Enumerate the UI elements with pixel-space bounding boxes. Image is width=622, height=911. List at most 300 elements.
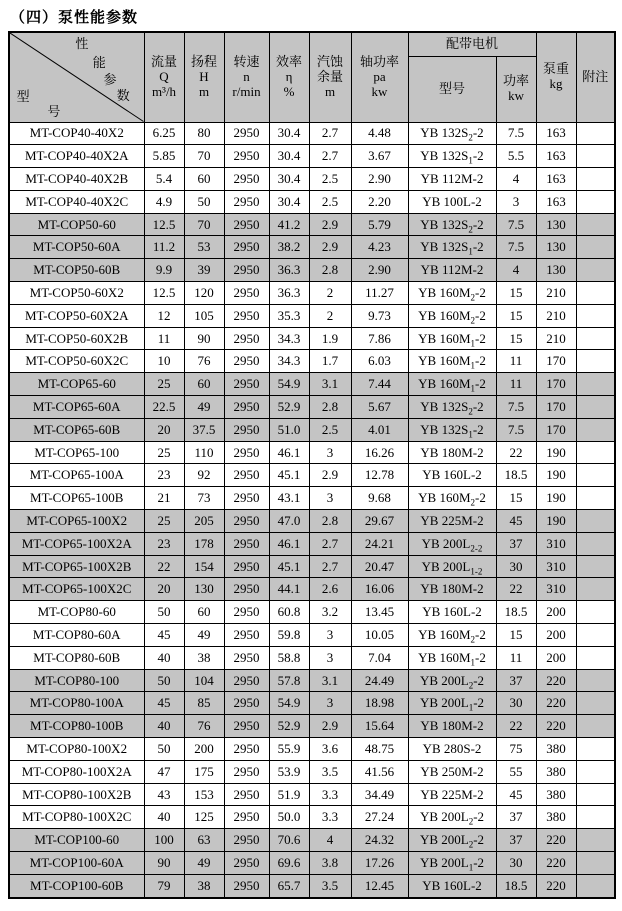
cell-note [576, 874, 615, 897]
table-row [9, 122, 615, 145]
cell-shaft-power: 2.90 [351, 259, 408, 282]
motor-model-text: -2 [472, 421, 484, 437]
table-row [9, 418, 615, 441]
cell-flow: 45 [144, 692, 184, 715]
cell-shaft-power: 5.79 [351, 213, 408, 236]
cell-note [576, 646, 615, 669]
cell-note [576, 487, 615, 510]
motor-model-text: YB 180M-2 [420, 718, 484, 734]
cell-flow: 23 [144, 464, 184, 487]
cell-head: 70 [184, 213, 224, 236]
cell-motor-power: 22 [496, 715, 536, 738]
cell-flow: 5.4 [144, 168, 184, 191]
cell-speed: 2950 [224, 829, 269, 852]
header-shaft-power: 轴功率 pa kw [351, 32, 408, 122]
cell-npsh: 2 [309, 282, 351, 305]
cell-speed: 2950 [224, 122, 269, 145]
table-row [9, 715, 615, 738]
cell-flow: 11.2 [144, 236, 184, 259]
cell-note [576, 783, 615, 806]
cell-motor-model [408, 190, 496, 213]
cell-efficiency: 52.9 [269, 715, 309, 738]
header-motor-group: 配带电机 [408, 32, 536, 56]
motor-model-text: YB 250M-2 [420, 763, 484, 779]
cell-motor-power: 7.5 [496, 236, 536, 259]
cell-model: MT-COP80-100 [9, 669, 144, 692]
cell-motor-model [408, 487, 496, 510]
cell-motor-power: 7.5 [496, 396, 536, 419]
cell-efficiency: 35.3 [269, 304, 309, 327]
cell-efficiency: 57.8 [269, 669, 309, 692]
motor-model-subscript: 1-2 [470, 566, 483, 577]
cell-speed: 2950 [224, 783, 269, 806]
cell-flow: 40 [144, 715, 184, 738]
cell-pump-weight: 310 [536, 532, 576, 555]
cell-pump-weight: 200 [536, 624, 576, 647]
cell-pump-weight: 380 [536, 806, 576, 829]
table-row [9, 852, 615, 875]
cell-npsh: 3 [309, 624, 351, 647]
cell-pump-weight: 210 [536, 282, 576, 305]
cell-pump-weight: 190 [536, 510, 576, 533]
cell-model: MT-COP80-100X2A [9, 760, 144, 783]
cell-npsh: 2.5 [309, 190, 351, 213]
cell-head: 104 [184, 669, 224, 692]
cell-model: MT-COP40-40X2 [9, 122, 144, 145]
motor-model-subscript: 2 [470, 315, 476, 326]
cell-model: MT-COP40-40X2B [9, 168, 144, 191]
cell-note [576, 829, 615, 852]
cell-motor-model [408, 624, 496, 647]
cell-speed: 2950 [224, 441, 269, 464]
table-row [9, 213, 615, 236]
motor-model-subscript: 2 [468, 132, 473, 143]
cell-motor-power: 18.5 [496, 874, 536, 897]
motor-model-subscript: 1 [468, 246, 473, 257]
cell-motor-model [408, 829, 496, 852]
cell-motor-power: 37 [496, 532, 536, 555]
cell-speed: 2950 [224, 464, 269, 487]
cell-speed: 2950 [224, 715, 269, 738]
motor-model-text: YB 280S-2 [422, 740, 482, 756]
cell-shaft-power: 7.04 [351, 646, 408, 669]
cell-efficiency: 69.6 [269, 852, 309, 875]
cell-speed: 2950 [224, 578, 269, 601]
cell-flow: 50 [144, 738, 184, 761]
cell-speed: 2950 [224, 760, 269, 783]
cell-efficiency: 43.1 [269, 487, 309, 510]
cell-speed: 2950 [224, 259, 269, 282]
cell-motor-power: 4 [496, 168, 536, 191]
motor-model-text: -2 [475, 284, 486, 300]
cell-motor-model [408, 396, 496, 419]
cell-motor-model [408, 464, 496, 487]
cell-speed: 2950 [224, 806, 269, 829]
cell-shaft-power: 48.75 [351, 738, 408, 761]
cell-motor-model [408, 806, 496, 829]
cell-npsh: 2.8 [309, 510, 351, 533]
cell-pump-weight: 190 [536, 487, 576, 510]
cell-motor-model [408, 418, 496, 441]
table-row [9, 464, 615, 487]
motor-model-text: -2 [475, 307, 486, 323]
cell-motor-model [408, 350, 496, 373]
cell-motor-power: 22 [496, 441, 536, 464]
cell-flow: 10 [144, 350, 184, 373]
cell-flow: 4.9 [144, 190, 184, 213]
cell-efficiency: 54.9 [269, 692, 309, 715]
header-notes: 附注 [576, 32, 615, 122]
cell-motor-power: 45 [496, 783, 536, 806]
cell-motor-model [408, 510, 496, 533]
cell-speed: 2950 [224, 646, 269, 669]
cell-motor-power: 18.5 [496, 464, 536, 487]
cell-head: 60 [184, 373, 224, 396]
cell-motor-model [408, 304, 496, 327]
cell-motor-model [408, 669, 496, 692]
cell-efficiency: 45.1 [269, 464, 309, 487]
cell-pump-weight: 170 [536, 350, 576, 373]
cell-head: 130 [184, 578, 224, 601]
cell-head: 73 [184, 487, 224, 510]
cell-flow: 90 [144, 852, 184, 875]
cell-speed: 2950 [224, 874, 269, 897]
cell-pump-weight: 170 [536, 396, 576, 419]
motor-model-text: YB 112M-2 [420, 262, 484, 278]
table-row [9, 259, 615, 282]
cell-speed: 2950 [224, 282, 269, 305]
cell-speed: 2950 [224, 487, 269, 510]
cell-motor-power: 75 [496, 738, 536, 761]
cell-motor-model [408, 259, 496, 282]
cell-efficiency: 51.0 [269, 418, 309, 441]
cell-npsh: 2.5 [309, 168, 351, 191]
cell-note [576, 259, 615, 282]
cell-head: 50 [184, 190, 224, 213]
cell-efficiency: 46.1 [269, 441, 309, 464]
cell-pump-weight: 130 [536, 259, 576, 282]
cell-note [576, 168, 615, 191]
cell-head: 37.5 [184, 418, 224, 441]
cell-flow: 50 [144, 601, 184, 624]
header-motor-power: 功率 kw [496, 56, 536, 122]
cell-model: MT-COP65-100X2 [9, 510, 144, 533]
cell-note [576, 624, 615, 647]
table-row [9, 168, 615, 191]
cell-motor-power: 7.5 [496, 418, 536, 441]
table-row [9, 532, 615, 555]
cell-flow: 20 [144, 578, 184, 601]
motor-model-text: -2 [473, 672, 485, 688]
cell-note [576, 715, 615, 738]
cell-motor-power: 30 [496, 852, 536, 875]
cell-shaft-power: 24.21 [351, 532, 408, 555]
motor-model-text: YB 132S [420, 216, 469, 232]
cell-efficiency: 55.9 [269, 738, 309, 761]
table-row [9, 304, 615, 327]
cell-pump-weight: 310 [536, 555, 576, 578]
table-row [9, 874, 615, 897]
cell-motor-power: 11 [496, 646, 536, 669]
motor-model-text: -2 [475, 626, 486, 642]
cell-flow: 45 [144, 624, 184, 647]
cell-shaft-power: 4.48 [351, 122, 408, 145]
cell-efficiency: 30.4 [269, 168, 309, 191]
cell-shaft-power: 4.23 [351, 236, 408, 259]
cell-pump-weight: 380 [536, 760, 576, 783]
cell-note [576, 601, 615, 624]
motor-model-text: YB 132S [420, 421, 469, 437]
cell-npsh: 3.3 [309, 806, 351, 829]
cell-model: MT-COP80-100X2 [9, 738, 144, 761]
cell-motor-power: 4 [496, 259, 536, 282]
table-row [9, 510, 615, 533]
cell-shaft-power: 7.86 [351, 327, 408, 350]
motor-model-text: YB 200L [419, 854, 469, 870]
cell-model: MT-COP65-100 [9, 441, 144, 464]
cell-motor-power: 15 [496, 304, 536, 327]
motor-model-text: YB 160M [418, 626, 471, 642]
cell-speed: 2950 [224, 738, 269, 761]
motor-model-subscript: 1 [468, 702, 474, 713]
cell-npsh: 2.7 [309, 145, 351, 168]
motor-model-text: -2 [475, 649, 486, 665]
cell-shaft-power: 3.67 [351, 145, 408, 168]
cell-npsh: 3.1 [309, 373, 351, 396]
cell-pump-weight: 210 [536, 327, 576, 350]
cell-motor-model [408, 145, 496, 168]
motor-model-text: -2 [472, 239, 484, 255]
page-title: （四）泵性能参数 [10, 10, 139, 26]
cell-pump-weight: 163 [536, 122, 576, 145]
cell-shaft-power: 5.67 [351, 396, 408, 419]
header-performance-char: 参 [103, 71, 117, 87]
cell-npsh: 2 [309, 304, 351, 327]
header-head: 扬程 H m [184, 32, 224, 122]
cell-note [576, 806, 615, 829]
motor-model-subscript: 2 [468, 224, 473, 235]
cell-model: MT-COP65-100B [9, 487, 144, 510]
cell-head: 38 [184, 874, 224, 897]
cell-npsh: 2.7 [309, 122, 351, 145]
table-row [9, 282, 615, 305]
cell-flow: 25 [144, 510, 184, 533]
cell-motor-model [408, 738, 496, 761]
header-performance-char: 数 [116, 87, 130, 103]
motor-model-text: -2 [472, 148, 484, 164]
motor-model-subscript: 2 [468, 406, 473, 417]
cell-head: 76 [184, 715, 224, 738]
table-header [9, 32, 615, 122]
cell-note [576, 738, 615, 761]
motor-model-subscript: 2 [468, 680, 474, 691]
motor-model-text: YB 180M-2 [420, 581, 484, 597]
cell-flow: 25 [144, 373, 184, 396]
cell-motor-model [408, 692, 496, 715]
cell-speed: 2950 [224, 601, 269, 624]
motor-model-text: YB 160L-2 [422, 604, 482, 620]
cell-flow: 12.5 [144, 213, 184, 236]
motor-model-text: -2 [473, 809, 485, 825]
cell-efficiency: 45.1 [269, 555, 309, 578]
cell-model: MT-COP100-60B [9, 874, 144, 897]
cell-model: MT-COP65-60A [9, 396, 144, 419]
motor-model-text: YB 112M-2 [420, 170, 484, 186]
cell-motor-power: 3 [496, 190, 536, 213]
cell-npsh: 4 [309, 829, 351, 852]
cell-model: MT-COP100-60A [9, 852, 144, 875]
table-row [9, 738, 615, 761]
cell-pump-weight: 220 [536, 669, 576, 692]
cell-note [576, 350, 615, 373]
cell-shaft-power: 13.45 [351, 601, 408, 624]
cell-note [576, 190, 615, 213]
motor-model-subscript: 1 [470, 338, 476, 349]
table-row [9, 327, 615, 350]
cell-head: 153 [184, 783, 224, 806]
motor-model-text: YB 160M [418, 330, 471, 346]
cell-head: 92 [184, 464, 224, 487]
motor-model-subscript: 2 [470, 292, 476, 303]
cell-model: MT-COP40-40X2A [9, 145, 144, 168]
motor-model-text: YB 160M [418, 284, 471, 300]
cell-motor-model [408, 327, 496, 350]
cell-model: MT-COP65-100X2C [9, 578, 144, 601]
cell-efficiency: 54.9 [269, 373, 309, 396]
cell-speed: 2950 [224, 852, 269, 875]
cell-npsh: 1.9 [309, 327, 351, 350]
cell-npsh: 3.3 [309, 783, 351, 806]
motor-model-text: YB 200L [419, 809, 469, 825]
cell-note [576, 373, 615, 396]
cell-pump-weight: 220 [536, 692, 576, 715]
cell-npsh: 3.5 [309, 874, 351, 897]
cell-flow: 100 [144, 829, 184, 852]
cell-speed: 2950 [224, 669, 269, 692]
motor-model-text: YB 132S [420, 148, 469, 164]
motor-model-subscript: 2 [470, 634, 476, 645]
cell-flow: 12 [144, 304, 184, 327]
cell-flow: 22 [144, 555, 184, 578]
cell-flow: 40 [144, 806, 184, 829]
cell-pump-weight: 130 [536, 236, 576, 259]
cell-shaft-power: 20.47 [351, 555, 408, 578]
motor-model-subscript: 2 [468, 816, 474, 827]
table-row [9, 441, 615, 464]
cell-flow: 47 [144, 760, 184, 783]
cell-pump-weight: 190 [536, 441, 576, 464]
cell-speed: 2950 [224, 418, 269, 441]
cell-pump-weight: 220 [536, 852, 576, 875]
motor-model-text: YB 200L [419, 672, 469, 688]
motor-model-subscript: 2 [470, 497, 476, 508]
cell-head: 38 [184, 646, 224, 669]
cell-shaft-power: 11.27 [351, 282, 408, 305]
cell-speed: 2950 [224, 145, 269, 168]
cell-npsh: 2.6 [309, 578, 351, 601]
cell-pump-weight: 170 [536, 373, 576, 396]
cell-model: MT-COP50-60X2A [9, 304, 144, 327]
header-npsh: 汽蚀 余量 m [309, 32, 351, 122]
cell-note [576, 418, 615, 441]
cell-npsh: 3 [309, 441, 351, 464]
cell-speed: 2950 [224, 532, 269, 555]
cell-pump-weight: 190 [536, 464, 576, 487]
cell-head: 60 [184, 601, 224, 624]
cell-motor-model [408, 578, 496, 601]
cell-motor-power: 45 [496, 510, 536, 533]
cell-model: MT-COP80-100X2C [9, 806, 144, 829]
table-row [9, 760, 615, 783]
cell-note [576, 760, 615, 783]
cell-npsh: 1.7 [309, 350, 351, 373]
cell-model: MT-COP50-60X2 [9, 282, 144, 305]
header-diagonal-cell [9, 32, 144, 122]
cell-npsh: 3.2 [309, 601, 351, 624]
cell-head: 90 [184, 327, 224, 350]
cell-shaft-power: 12.45 [351, 874, 408, 897]
cell-flow: 5.85 [144, 145, 184, 168]
cell-efficiency: 30.4 [269, 190, 309, 213]
cell-head: 49 [184, 852, 224, 875]
cell-pump-weight: 380 [536, 783, 576, 806]
cell-npsh: 2.9 [309, 236, 351, 259]
cell-model: MT-COP65-60 [9, 373, 144, 396]
cell-speed: 2950 [224, 190, 269, 213]
cell-npsh: 3.5 [309, 760, 351, 783]
cell-model: MT-COP80-60B [9, 646, 144, 669]
motor-model-text: -2 [473, 695, 485, 711]
header-pump-weight: 泵重 kg [536, 32, 576, 122]
cell-motor-power: 15 [496, 487, 536, 510]
header-performance-char: 性 [75, 36, 89, 52]
cell-note [576, 510, 615, 533]
cell-note [576, 145, 615, 168]
cell-model: MT-COP80-100X2B [9, 783, 144, 806]
cell-flow: 23 [144, 532, 184, 555]
cell-motor-model [408, 555, 496, 578]
header-motor-model: 型号 [408, 56, 496, 122]
cell-flow: 11 [144, 327, 184, 350]
cell-head: 63 [184, 829, 224, 852]
table-body [9, 122, 615, 898]
cell-shaft-power: 24.32 [351, 829, 408, 852]
motor-model-text: YB 160L-2 [422, 877, 482, 893]
motor-model-text: YB 225M-2 [420, 512, 484, 528]
motor-model-text: -2 [473, 854, 485, 870]
table-row [9, 783, 615, 806]
cell-shaft-power: 2.90 [351, 168, 408, 191]
cell-shaft-power: 16.26 [351, 441, 408, 464]
cell-efficiency: 30.4 [269, 145, 309, 168]
table-row [9, 487, 615, 510]
header-model-char: 号 [47, 103, 61, 119]
cell-speed: 2950 [224, 510, 269, 533]
cell-shaft-power: 9.73 [351, 304, 408, 327]
table-row [9, 806, 615, 829]
cell-pump-weight: 163 [536, 190, 576, 213]
motor-model-text: YB 160M [418, 649, 471, 665]
cell-shaft-power: 9.68 [351, 487, 408, 510]
motor-model-text: YB 100L-2 [422, 193, 482, 209]
table-row [9, 145, 615, 168]
cell-motor-power: 37 [496, 669, 536, 692]
cell-motor-power: 15 [496, 327, 536, 350]
cell-head: 49 [184, 396, 224, 419]
cell-efficiency: 50.0 [269, 806, 309, 829]
cell-pump-weight: 163 [536, 168, 576, 191]
cell-note [576, 304, 615, 327]
